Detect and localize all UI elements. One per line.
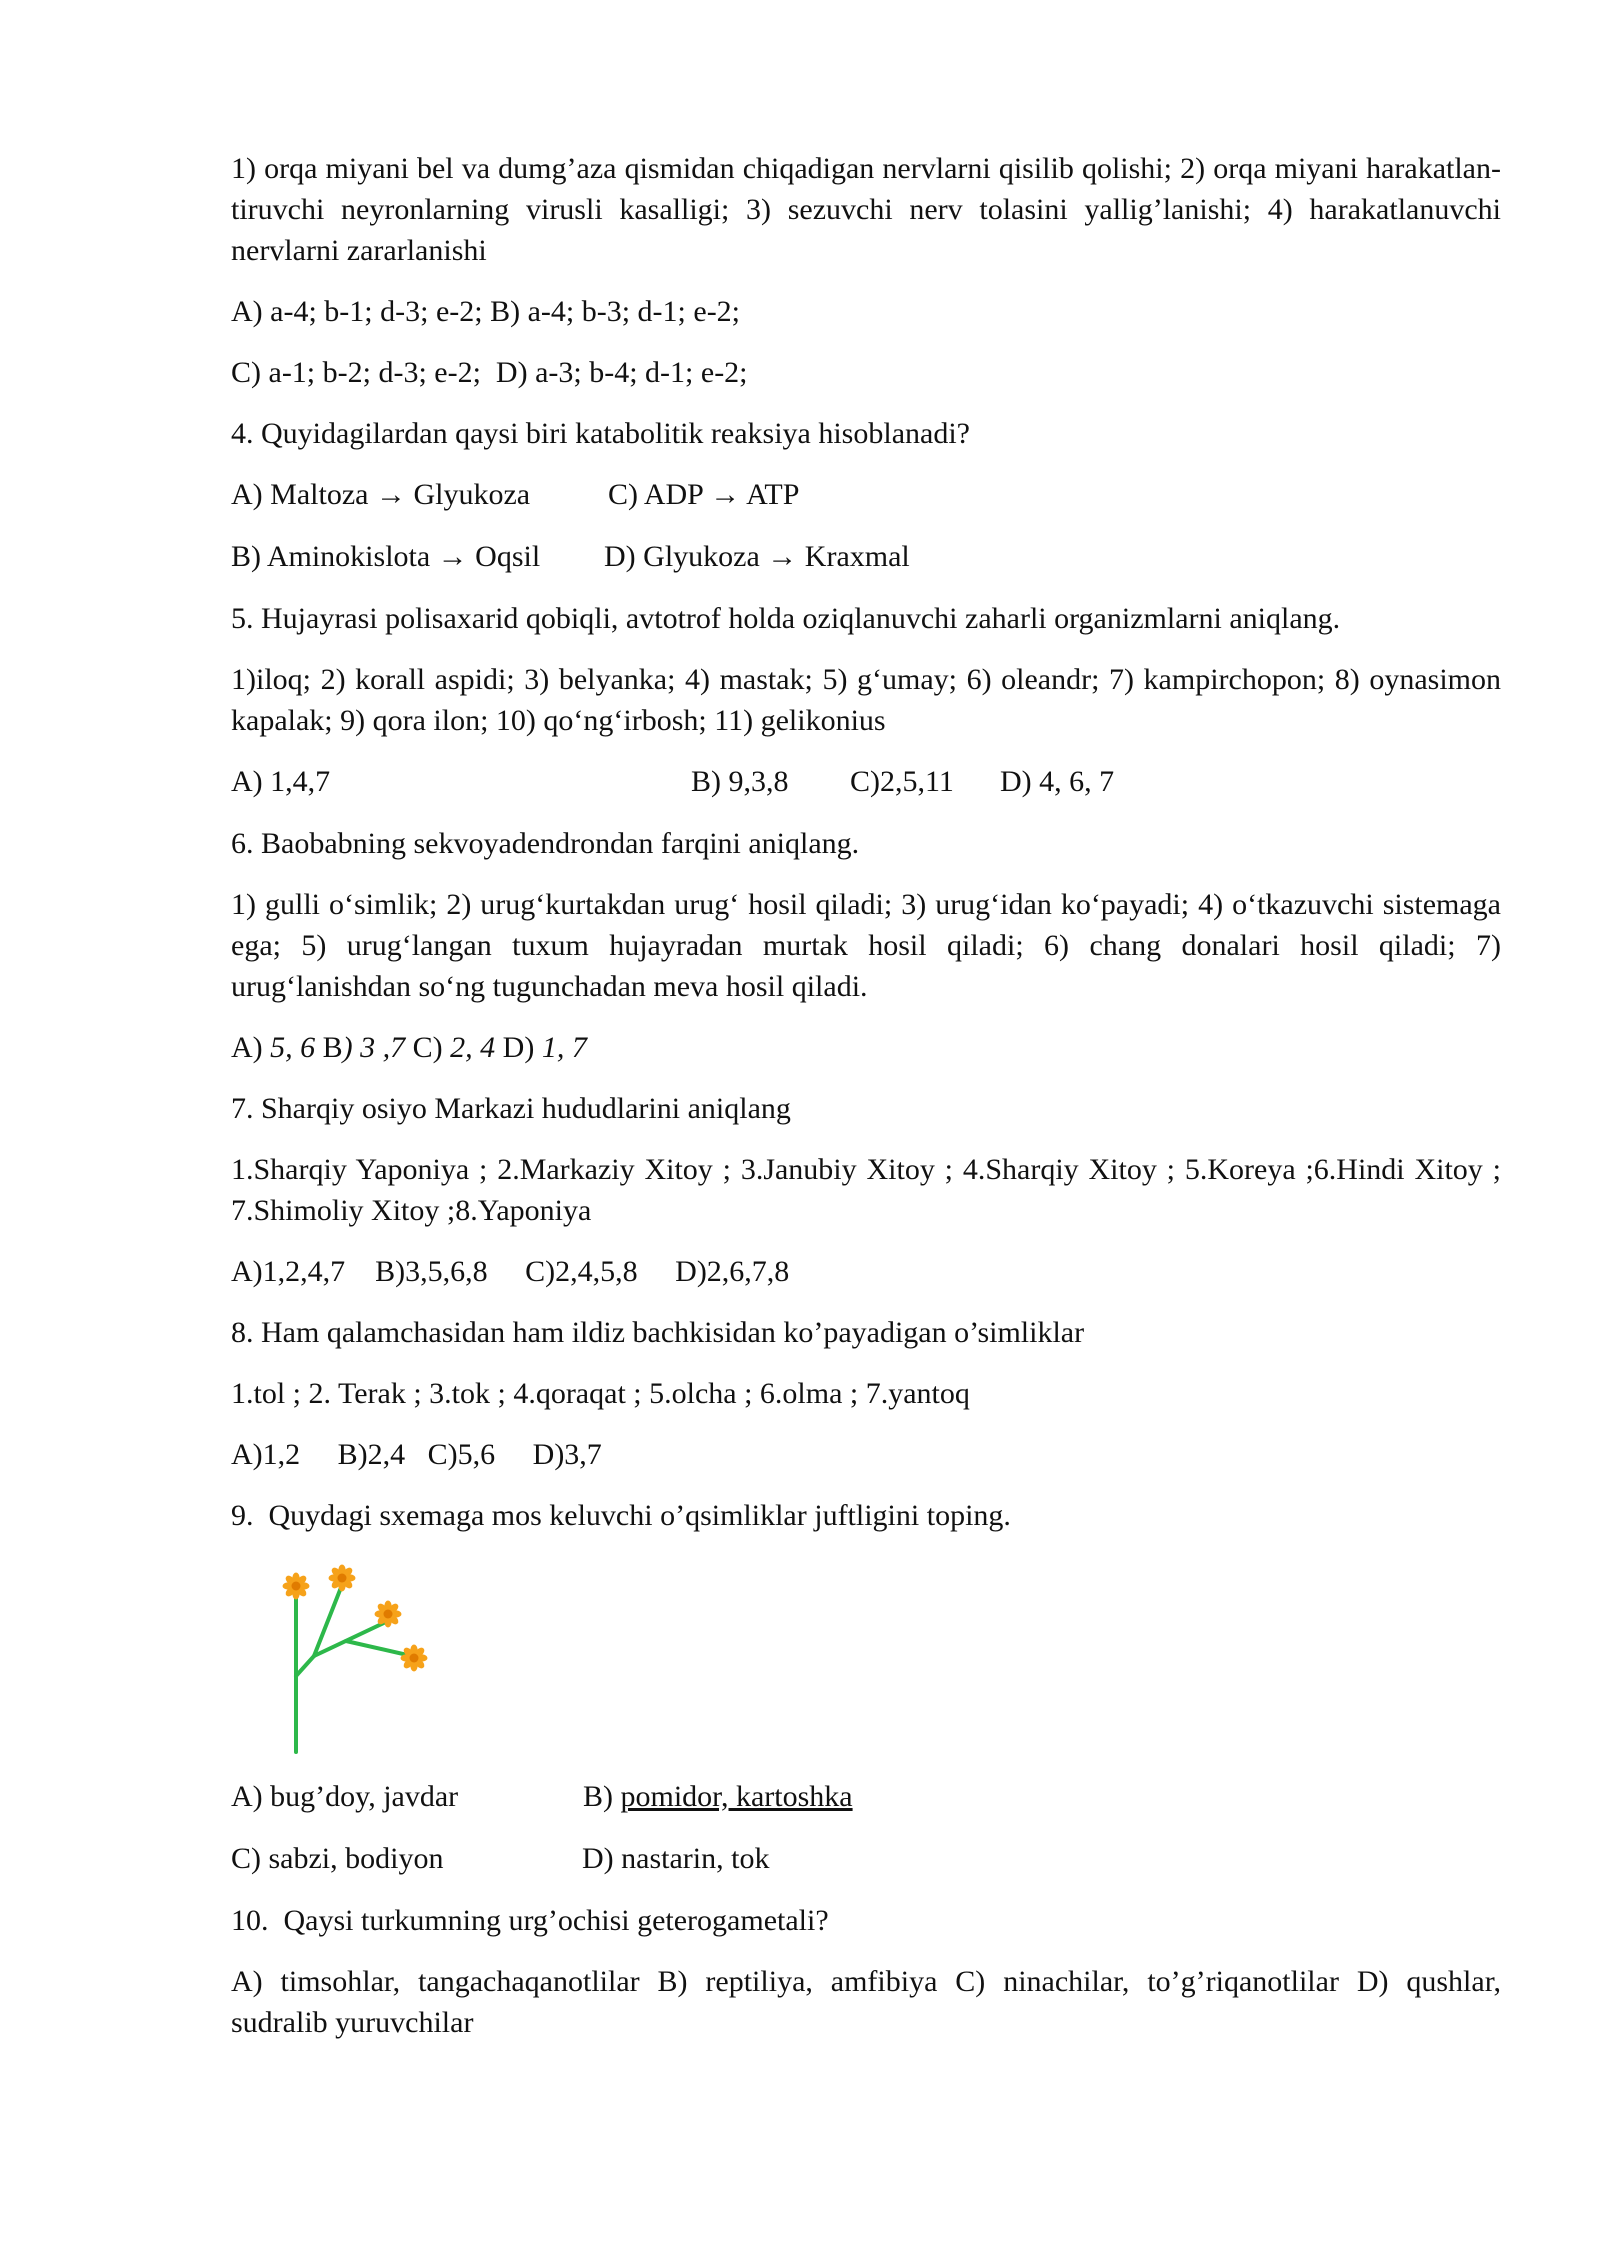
document-page — [231, 148, 1501, 2063]
q8-question: 8. Ham qalamchasidan ham ildiz bachkisidan ko’payadigan o’simliklar — [231, 1316, 1085, 1349]
q4-question: 4. Quyidagilardan qaysi biri katabolitik reaksiya hisoblanadi? — [231, 417, 970, 450]
q9-option-d: D) nastarin, tok — [582, 1842, 770, 1875]
q8-items: 1.tol ; 2. Terak ; 3.tok ; 4.qoraqat ; 5.olcha ; 6.olma ; 7.yantoq — [231, 1377, 970, 1410]
q4-answers-row1 — [231, 474, 1501, 515]
q6-option-d-value: 1, 7 — [541, 1031, 587, 1064]
flower-icon — [375, 1601, 402, 1628]
q8-answers: A)1,2 B)2,4 C)5,6 D)3,7 — [231, 1438, 602, 1471]
q6-option-d-label: D) — [502, 1031, 542, 1064]
q6-option-a-value: 5, 6 — [270, 1031, 316, 1064]
flower-center — [292, 1582, 301, 1591]
q3-answers-line1: A) a-4; b-1; d-3; e-2; B) a-4; b-3; d-1; e-2; — [231, 295, 741, 328]
q3-answers-line2: C) a-1; b-2; d-3; e-2; D) a-3; b-4; d-1; e-2; — [231, 356, 748, 389]
flower-center — [410, 1654, 419, 1663]
flower-icon — [283, 1573, 310, 1600]
q4-option-a: A) Maltoza → Glyukoza — [231, 478, 531, 511]
flower-icon — [329, 1565, 356, 1592]
q3-items: 1) orqa miyani bel va dumg’aza qismidan chiqadigan nervlarni qisilib qolishi; 2) orqa miyani harakatlan-tiruvchi neyronlarning virusli kasalligi; 3) sezuvchi nerv tolasini yallig’lanishi; 4) harakatlanuvchi nervlarni zararlanishi — [231, 152, 1501, 267]
q9-option-b — [583, 1776, 853, 1817]
q10-answers: A) timsohlar, tangachaqanotlilar B) reptiliya, amfibiya C) ninachilar, to’g’riqanotlilar D) qushlar, sudralib yuruvchilar — [231, 1965, 1501, 2039]
q9-question: 9. Quydagi sxemaga mos keluvchi o’qsimliklar juftligini toping. — [231, 1499, 1011, 1532]
inflorescence-diagram-svg — [256, 1556, 476, 1756]
q9-option-b-label: B) — [583, 1780, 621, 1813]
q6-option-c-value: 2, 4 — [450, 1031, 496, 1064]
q5-answers-row — [231, 761, 1501, 802]
q9-answers-row2 — [231, 1838, 1501, 1879]
q6-option-c-label: C) — [412, 1031, 451, 1064]
q6-items: 1) gulli o‘simlik; 2) urug‘kurtakdan urug‘ hosil qiladi; 3) urug‘idan ko‘payadi; 4) o‘tkazuvchi sistemaga ega; 5) urug‘langan tuxum hujayradan murtak hosil qiladi; 6) chang donalari hosil qiladi; 7) urug‘lanishdan so‘ng tugunchadan meva hosil qiladi. — [231, 888, 1501, 1003]
q9-answers-row1 — [231, 1776, 1501, 1817]
q10-question: 10. Qaysi turkumning urg’ochisi geterogametali? — [231, 1904, 829, 1937]
diagram-flowers — [283, 1565, 428, 1672]
q4-option-b: B) Aminokislota → Oqsil — [231, 540, 541, 573]
inflorescence-diagram — [256, 1556, 476, 1756]
flower-center — [384, 1610, 393, 1619]
q7-question: 7. Sharqiy osiyo Markazi hududlarini aniqlang — [231, 1092, 791, 1125]
q9-option-a: A) bug’doy, javdar — [231, 1780, 459, 1813]
q7-answers: A)1,2,4,7 B)3,5,6,8 C)2,4,5,8 D)2,6,7,8 — [231, 1255, 790, 1288]
q5-option-b: B) 9,3,8 — [691, 765, 789, 798]
q6-answers — [231, 1027, 1501, 1068]
q4-option-c: C) ADP → ATP — [608, 478, 800, 511]
flower-center — [338, 1574, 347, 1583]
flower-icon — [401, 1645, 428, 1672]
q6-option-a-label: A) — [231, 1031, 271, 1064]
q4-option-d: D) Glyukoza → Kraxmal — [604, 540, 910, 573]
q5-option-d: D) 4, 6, 7 — [1000, 765, 1115, 798]
q7-items: 1.Sharqiy Yaponiya ; 2.Markaziy Xitoy ; 3.Janubiy Xitoy ; 4.Sharqiy Xitoy ; 5.Koreya ;6.Hindi Xitoy ; 7.Shimoliy Xitoy ;8.Yaponiya — [231, 1153, 1501, 1227]
q6-option-b-value: ) 3 ,7 — [342, 1031, 406, 1064]
branch-to-flower-4 — [346, 1641, 412, 1656]
q6-question: 6. Baobabning sekvoyadendrondan farqini aniqlang. — [231, 827, 860, 860]
q4-answers-row2 — [231, 536, 1501, 577]
q6-option-b-label: B — [322, 1031, 343, 1064]
q9-option-b-value: pomidor, kartoshka — [620, 1780, 853, 1813]
branch-stem — [296, 1656, 314, 1676]
q5-items: 1)iloq; 2) korall aspidi; 3) belyanka; 4) mastak; 5) g‘umay; 6) oleandr; 7) kampirchopon; 8) oynasimon kapalak; 9) qora ilon; 10) qo‘ng‘irbosh; 11) gelikonius — [231, 663, 1501, 737]
q5-option-c: C)2,5,11 — [850, 765, 954, 798]
q5-question: 5. Hujayrasi polisaxarid qobiqli, avtotrof holda oziqlanuvchi zaharli organizmlarni aniqlang. — [231, 602, 1341, 635]
q5-option-a: A) 1,4,7 — [231, 765, 331, 798]
q9-option-c: C) sabzi, bodiyon — [231, 1842, 444, 1875]
